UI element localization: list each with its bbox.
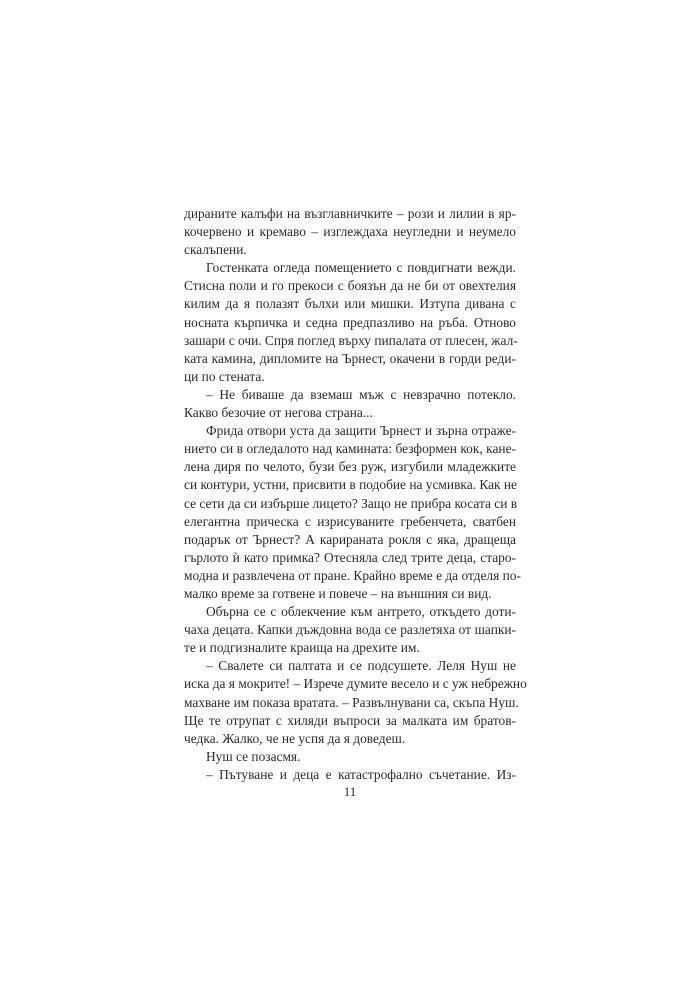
text-line: модна и развлечена от пране. Крайно време е да отделя по-	[184, 567, 521, 583]
text-line: ката камина, дипломите на Ърнест, окачени в горди реди-	[184, 350, 516, 366]
text-line: Ще те отрупат с хиляди въпроси за малката им братов-	[184, 712, 516, 728]
text-line: зашари с очи. Спря поглед върху пипалата от плесен, жал-	[184, 332, 518, 348]
text-line: Какво безочие от негова страна...	[184, 405, 373, 421]
text-line: се сети да си избърше лицето? Защо не прибра косата си в	[184, 495, 518, 511]
text-line: те и подгизналите краища на дрехите им.	[184, 640, 420, 656]
text-line: носната кърпичка и седна предпазливо на ръба. Отново	[184, 314, 516, 330]
page-number: 11	[343, 784, 357, 799]
text-line: Обърна се с облекчение към антрето, откъдето доти-	[206, 604, 516, 620]
text-line: дираните калъфи на възглавничките – рози и лилии в яр-	[184, 206, 516, 221]
text-line: килим да я полазят бълхи или мишки. Изтупа дивана с	[184, 296, 516, 312]
text-line: Гостенката огледа помещението с повдигнати вежди.	[206, 260, 516, 276]
text-line: иска да я мокрите! – Изрече думите весело и с уж небрежно	[184, 676, 527, 692]
text-line: Стисна поли и го прекоси с боязън да не би от овехтелия	[184, 278, 516, 294]
text-line: Нуш се позасмя.	[206, 748, 301, 764]
text-line: елегантна прическа с изрисуваните гребенчета, сватбен	[184, 513, 516, 529]
text-line: си контури, устни, присвити в подобие на усмивка. Как не	[184, 477, 517, 493]
text-line: – Свалете си палтата и се подсушете. Леля Нуш не	[206, 658, 516, 674]
text-line: малко време за готвене и повече – на външния си вид.	[184, 585, 492, 601]
text-line: чаха децата. Капки дъждовна вода се разлетяха от шапки-	[184, 622, 516, 638]
text-line: гърлото ѝ като примка? Отесняла след трите деца, старо-	[184, 549, 516, 565]
text-line: скалъпени.	[184, 242, 247, 258]
text-line: махване им показа вратата. – Развълнувани са, скъпа Нуш.	[184, 694, 519, 710]
text-line: чедка. Жалко, че не успя да я доведеш.	[184, 730, 406, 746]
text-line: Фрида отвори уста да защити Ърнест и зърна отраже-	[206, 423, 516, 439]
text-line: ци по стената.	[184, 368, 265, 384]
text-line: – Пътуване и деца е катастрофално съчетание. Из-	[206, 766, 516, 782]
text-line: кочервено и кремаво – изглеждаха неугледни и неумело	[184, 224, 516, 240]
text-line: подарък от Ърнест? А карираната рокля с яка, дращеща	[184, 531, 516, 547]
text-line: лена диря по челото, бузи без руж, изгубили младежките	[184, 459, 516, 475]
text-line: – Не биваше да вземаш мъж с невзрачно потекло.	[206, 386, 516, 402]
text-line: нието си в огледалото над камината: безформен кок, кане-	[184, 441, 516, 457]
body-text	[184, 205, 527, 784]
